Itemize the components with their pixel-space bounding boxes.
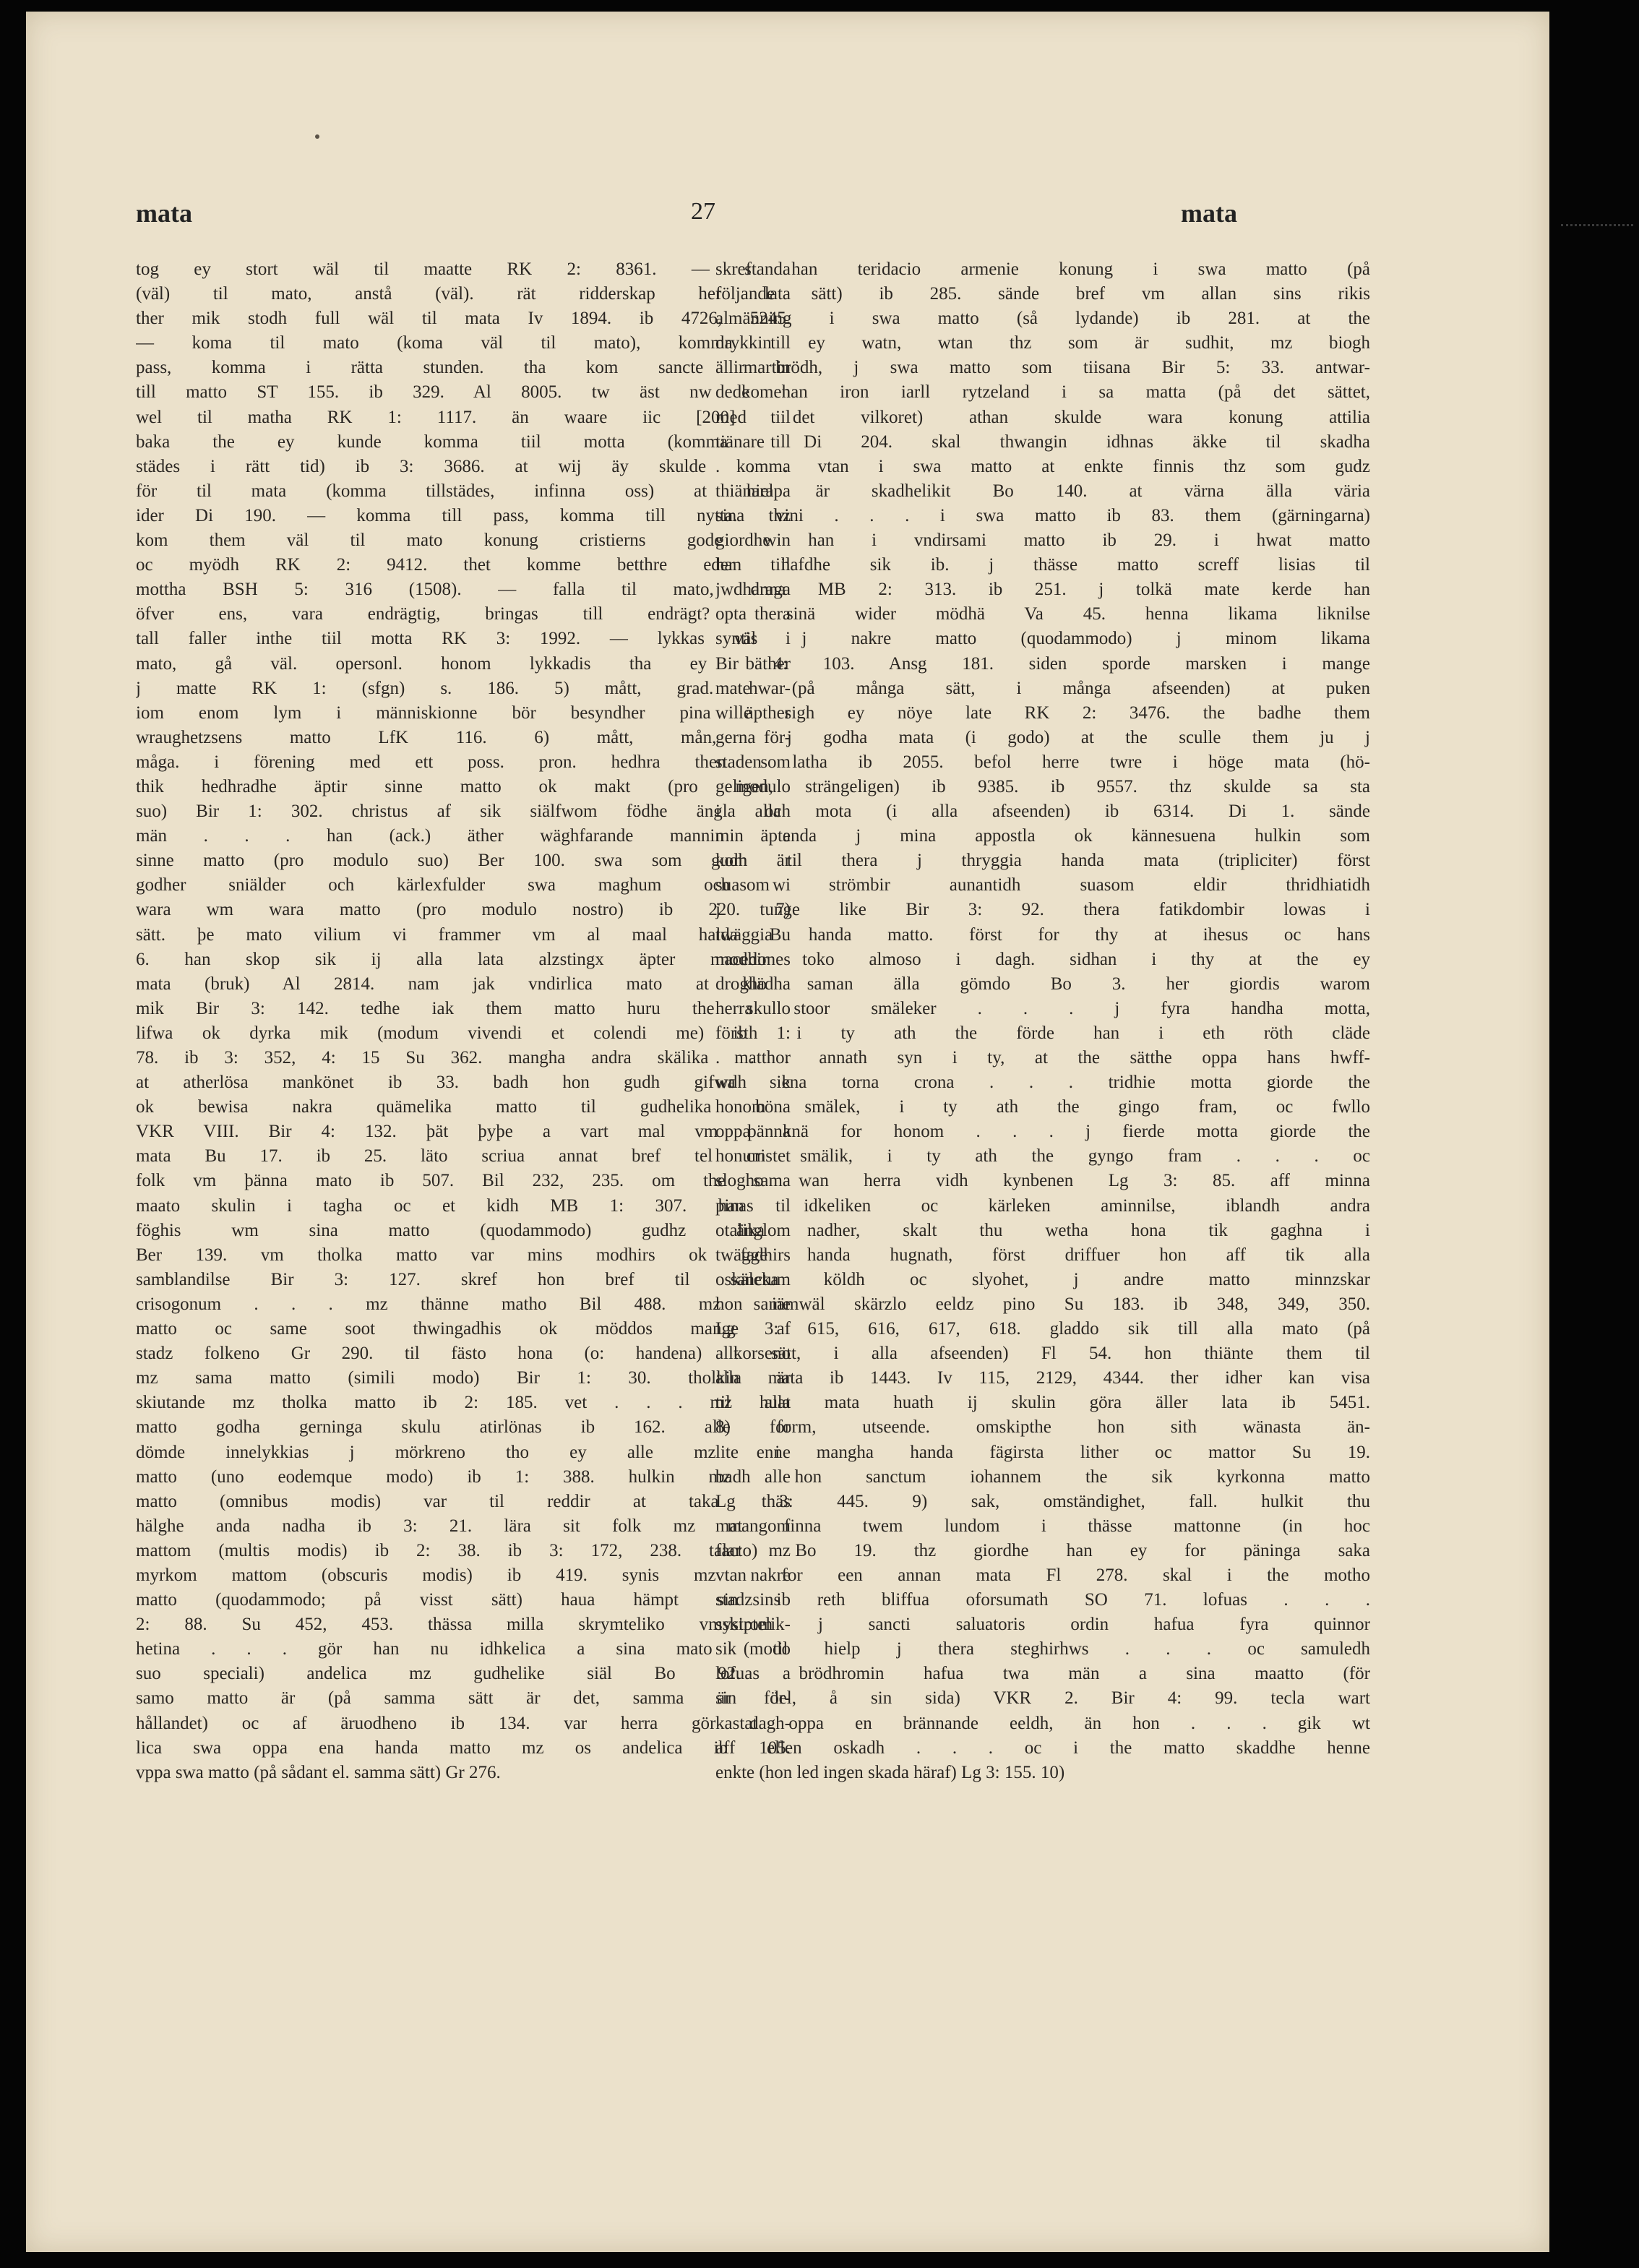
text-line: följande sätt) ib 285. sände bref vm allan sins rikis xyxy=(715,284,1370,304)
text-line: herra stoor smäleker . . . j fyra handha motta, xyxy=(715,998,1370,1018)
text-line: maato skulin i tagha oc et kidh MB 1: 307. han til xyxy=(136,1195,791,1216)
page-number: 27 xyxy=(691,198,715,225)
text-line: . . . vtan i swa matto at enkte finnis thz som gudz xyxy=(715,456,1370,476)
text-line: til alla mata huath ij skulin göra äller lata ib 5451. xyxy=(715,1393,1370,1413)
text-line: kom til thera j thryggia handa mata (tripliciter) först xyxy=(715,851,1370,871)
text-line: stadzsins reth bliffua oforsumath SO 71. lofuas . . . xyxy=(715,1590,1370,1610)
text-line: män . . . han (ack.) äther wäghfarande mannin äpte xyxy=(136,826,791,846)
text-line: vppa swa matto (på sådant el. samma sätt) Gr 276. xyxy=(136,1762,501,1782)
text-line: kom them väl til mato konung cristierns gode win xyxy=(136,531,791,551)
text-line: matto (omnibus modis) var til reddir at taka thäs xyxy=(136,1491,791,1511)
text-line: otalika nadher, skalt thu wetha hona tik gaghna i xyxy=(715,1220,1370,1240)
text-line: slogho wan herra vidh kynbenen Lg 3: 85. aff minna xyxy=(715,1171,1370,1191)
text-line: suo speciali) andelica mz gudhelike siäl Bo 92. a xyxy=(136,1664,791,1684)
text-line: — koma til mato (koma väl til mato), komma till xyxy=(136,333,791,353)
text-line: hälghe anda nadha ib 3: 21. lära sit folk mz mangom xyxy=(136,1516,791,1536)
text-line: sinne matto (pro modulo suo) Ber 100. swa som gudh är xyxy=(136,851,791,871)
text-line: ther mik stodh full wäl til mata Iv 1894. ib 4726, 5245. xyxy=(136,309,791,329)
text-line: för til mata (komma tillstädes, infinna oss) at hielpa xyxy=(136,481,791,501)
dictionary-page xyxy=(26,12,1549,2252)
text-line: aff ellen oskadh . . . oc i the matto skaddhe henne xyxy=(715,1737,1370,1758)
text-line: måga. i förening med ett poss. pron. hedhra then som xyxy=(136,752,791,772)
text-line: lifwa ok dyrka mik (modum vivendi et colendi me) ib 1: xyxy=(136,1023,791,1043)
text-line: almänning i swa matto (så lydande) ib 281. at the xyxy=(715,309,1370,329)
text-line: öfver ens, vara endrägtig, bringas till endrägt? thera xyxy=(136,604,791,624)
text-line: . . . annath syn i ty, at the sätthe oppa hans hwff- xyxy=(715,1048,1370,1068)
text-line: hetina . . . gör han nu idhkelica a sina mato (modo xyxy=(136,1639,791,1659)
text-line: 8) form, utseende. omskipthe hon sith wänasta än- xyxy=(715,1417,1370,1438)
text-line: samblandilse Bir 3: 127. skref hon bref til sanctum xyxy=(136,1269,791,1289)
text-line: sin del, å sin sida) VKR 2. Bir 4: 99. tecla wart xyxy=(715,1688,1370,1709)
text-line: geligen, strängeligen) ib 9385. ib 9557. thz skulde sa sta xyxy=(715,776,1370,796)
text-line: skref han teridacio armenie konung i swa matto (på xyxy=(715,259,1370,279)
text-line: mata (bruk) Al 2814. nam jak vndirlica mato at klädha xyxy=(136,974,791,994)
text-line: lica swa oppa ena handa matto mz os andelica ib 105. xyxy=(136,1737,791,1758)
text-line: dede han iron iarll rytzeland i sa matta (på det sättet, xyxy=(715,382,1370,403)
text-line: sätt. þe mato vilium vi frammer vm al maal halda Bu xyxy=(136,924,791,945)
text-line: honum smälik, i ty ath the gyngo fram . . . oc xyxy=(715,1146,1370,1167)
text-line: twäggia handa matto. först for thy at ihesus oc hans xyxy=(715,924,1370,945)
text-line: twägge handa hugnath, först driffuer hon aff tik alla xyxy=(715,1245,1370,1265)
text-line: oc myödh RK 2: 9412. thet komme betthre eder tiil xyxy=(136,555,791,575)
text-line: alla mata ib 1443. Iv 115, 2129, 4344. ther idher kan visa xyxy=(715,1368,1370,1388)
running-head xyxy=(26,198,1549,249)
text-line: vtan for een annan mata Fl 278. skal i the motho xyxy=(715,1565,1370,1585)
scan-dust-marks xyxy=(1561,224,1633,228)
text-line: med det vilkoret) athan skulde wara konung attilia xyxy=(715,407,1370,427)
text-line: giordhe han i vndirsami matto ib 29. i hwat matto xyxy=(715,531,1370,551)
text-line: tog ey stort wäl til maatte RK 2: 8361. — standa xyxy=(136,259,791,279)
text-line: i alla mota (i alla afseenden) ib 6314. Di 1. sände xyxy=(715,802,1370,822)
text-line: suo) Bir 1: 302. christus af sik siälfwom födhe ängla och xyxy=(136,802,791,822)
left-column xyxy=(136,257,791,2223)
text-line: baka the ey kunde komma tiil motta (komma till xyxy=(136,431,791,452)
text-line: 2: 88. Su 452, 453. thässa milla skrymtelikо vmskiptelik- xyxy=(136,1615,791,1635)
text-line: ällir brödh, j swa matto som tiisana Bir 5: 33. antwar- xyxy=(715,358,1370,378)
text-line: mata Bu 17. ib 25. läto scriua annat bref tel cristet xyxy=(136,1146,791,1167)
text-line: dömde innelykkias j mörkreno tho ey alle mz enne xyxy=(136,1442,791,1462)
text-line: folk vm þänna mato ib 507. Bil 232, 235. om the sama xyxy=(136,1171,791,1191)
text-line: mat finna twem lundom i thässe mattonne (in hoc xyxy=(715,1516,1370,1536)
text-line: Ber 139. vm tholka matto var mins modhirs ok fadhirs xyxy=(136,1245,791,1265)
text-line: mik Bir 3: 142. tedhe iak them matto huru the skullo xyxy=(136,998,791,1018)
text-line: modhir toko almoso i dagh. sidhan i thy at the ey xyxy=(715,949,1370,969)
text-line: ider Di 190. — komma till pass, komma till nytta. thz xyxy=(136,505,791,525)
text-line: wel til matha RK 1: 1117. än waare iic [200] tiil xyxy=(136,407,791,427)
text-line: föghis wm sina matto (quodammodo) gudhz änglom xyxy=(136,1220,791,1240)
text-line: försth i ty ath the förde han i eth röth cläde xyxy=(715,1023,1370,1043)
text-line: samo matto är (på samma sätt är det, samma är för- xyxy=(136,1688,791,1709)
text-line: (väl) til mato, anstå (väl). rät ridderskap her lata xyxy=(136,284,791,304)
text-line: skiutande mz tholka matto ib 2: 185. vet . . . mz huat xyxy=(136,1393,791,1413)
text-line: wara wm wara matto (pro modulo nostro) ib 220. 7) xyxy=(136,900,791,920)
headword-right: mata xyxy=(1181,199,1237,228)
text-line: facto) Bo 19. thz giordhe han ey for päninga saka xyxy=(715,1540,1370,1560)
text-line: till matto ST 155. ib 329. Al 8005. tw äst nw komen xyxy=(136,382,791,403)
text-line: systrom j sancti saluatoris ordin hafua fyra quinnor xyxy=(715,1615,1370,1635)
text-line: badh hon sanctum iohannem the sik kyrkonna matto xyxy=(715,1466,1370,1487)
text-line: pass, komma i rätta stunden. tha kom sancte martin xyxy=(136,358,791,378)
text-line: j tunge like Bir 3: 92. thera fatikdombir lowas i xyxy=(715,900,1370,920)
text-line: VKR VIII. Bir 4: 132. þät þyþe a vart mal vm þänna xyxy=(136,1122,791,1142)
text-line: hållandet) oc af äruodheno ib 134. var herra gör dagh- xyxy=(136,1713,791,1733)
text-line: thiänara är skadhelikit Bo 140. at värna älla väria xyxy=(715,481,1370,501)
text-line: hon iämwäl skärzlo eeldz pino Su 183. ib 348, 349, 350. xyxy=(715,1294,1370,1314)
text-line: gerna j godha mata (i godo) at the sculle them ju j xyxy=(715,727,1370,747)
text-line: han hafdhe sik ib. j thässe matto screff lisias til xyxy=(715,555,1370,575)
text-line: 6. han skop sik ij alla lata alzstingx äpter macedones xyxy=(136,949,791,969)
text-line: sik til hielp j thera steghirhws . . . oc samuledh xyxy=(715,1639,1370,1659)
text-line: min anda j mina appostla ok kännesuena hulkin som xyxy=(715,826,1370,846)
text-line: drogho saman älla gömdo Bo 3. her giordis warom xyxy=(715,974,1370,994)
text-line: godher sniälder och kärlexfulder swa maghum och wi xyxy=(136,875,791,895)
text-line: Lg 3: 615, 616, 617, 618. gladdo sik till alla mato (på xyxy=(715,1319,1370,1339)
text-line: drykkin ey watn, wtan thz som är sudhit, mz biogh xyxy=(715,333,1370,353)
text-line: matto godha gerninga skulu atirlönas ib 162. alle for xyxy=(136,1417,791,1438)
ink-speck xyxy=(315,134,319,139)
text-line: myrkom mattom (obscuris modis) ib 419. synis mz nakre xyxy=(136,1565,791,1585)
text-line: mottha BSH 5: 316 (1508). — falla til mato, draga xyxy=(136,580,791,600)
text-line: städes i rätt tid) ib 3: 3686. at wij äy skulde komma xyxy=(136,456,791,476)
text-line: lofuas brödhromin hafua twa män a sina maatto (för xyxy=(715,1664,1370,1684)
headword-left: mata xyxy=(136,199,192,228)
text-line: staden latha ib 2055. befol herre twre i höge mata (hö- xyxy=(715,752,1370,772)
text-line: iom enom lym i människionne bör besyndher pina äpther xyxy=(136,703,791,723)
text-line: 78. ib 3: 352, 4: 15 Su 362. mangha andra skälika matthor xyxy=(136,1048,791,1068)
text-line: Lg 3: 445. 9) sak, omständighet, fall. hulkit thu xyxy=(715,1491,1370,1511)
text-line: allt sätt, i alla afseenden) Fl 54. hon thiänte them til xyxy=(715,1344,1370,1364)
text-line: crisogonum . . . mz thänne matho Bil 488. mz same xyxy=(136,1294,791,1314)
text-line: tall faller inthe tiil motta RK 3: 1992. — lykkas väl i xyxy=(136,629,791,649)
text-line: stadz folkeno Gr 290. til fästo hona (o: handena) korseno xyxy=(136,1344,791,1364)
text-line: lite i mangha handa fägirsta lither oc mattor Su 19. xyxy=(715,1442,1370,1462)
text-line: sina vini . . . i swa matto ib 83. them (gärningarna) xyxy=(715,505,1370,525)
text-line: oppa knä for honom . . . j fierde motta giorde the xyxy=(715,1122,1370,1142)
text-line: ok bewisa nakra quämelika matto til gudhelika böna xyxy=(136,1097,791,1117)
text-line: matto oc same soot thwingadhis ok möddos mange af xyxy=(136,1319,791,1339)
text-line: jwdhanna MB 2: 313. ib 251. j tolkä mate kerde han xyxy=(715,580,1370,600)
text-line: tiänare Di 204. skal thwangin idhnas äkke til skadha xyxy=(715,431,1370,452)
text-line: matto (quodammodo; på visst sätt) haua hämpt sin ib xyxy=(136,1590,791,1610)
text-line: thik hedhradhe äptir sinne matto ok makt (pro modulo xyxy=(136,776,791,796)
right-column xyxy=(715,257,1370,2223)
text-line: syntis j nakre matto (quodammodo) j minom likama xyxy=(715,629,1370,649)
text-line: wraughetzsens matto LfK 116. 6) mått, mån, för- xyxy=(136,727,791,747)
text-line: at atherlösa mankönet ib 33. badh hon gudh gifwa sik xyxy=(136,1073,791,1093)
text-line: oskäleka köldh oc slyohet, j andre matto minnzskar xyxy=(715,1269,1370,1289)
text-line: mz sama matto (simili modo) Bir 1: 30. tholkin är xyxy=(136,1368,791,1388)
text-line: pinas idkeliken oc kärleken aminnilse, iblandh andra xyxy=(715,1195,1370,1216)
text-line: opta sinä wider mödhä Va 45. henna likama liknilse xyxy=(715,604,1370,624)
text-line: mattom (multis modis) ib 2: 38. ib 3: 172, 238. talar mz xyxy=(136,1540,791,1560)
text-line: kastat oppa en brännande eeldh, än hon . . . gik wt xyxy=(715,1713,1370,1733)
text-line: Bir 4: 103. Ansg 181. siden sporde marsken i mange xyxy=(715,653,1370,674)
text-line: matto (uno eodemque modo) ib 1: 388. hulkin mz alle xyxy=(136,1466,791,1487)
text-line: wdh ena torna crona . . . tridhie motta giorde the xyxy=(715,1073,1370,1093)
text-line: mato, gå väl. opersonl. honom lykkadis tha ey bäther xyxy=(136,653,791,674)
text-line: enkte (hon led ingen skada häraf) Lg 3: 155. 10) xyxy=(715,1762,1065,1782)
text-line: suasom strömbir aunantidh suasom eldir thridhiatidh xyxy=(715,875,1370,895)
text-line: mate (på många sätt, i många afseenden) at puken xyxy=(715,678,1370,698)
text-line: honom smälek, i ty ath the gingo fram, oc fwllo xyxy=(715,1097,1370,1117)
text-line: j matte RK 1: (sfgn) s. 186. 5) mått, grad. hwar- xyxy=(136,678,791,698)
text-line: wille sigh ey nöye late RK 2: 3476. the badhe them xyxy=(715,703,1370,723)
